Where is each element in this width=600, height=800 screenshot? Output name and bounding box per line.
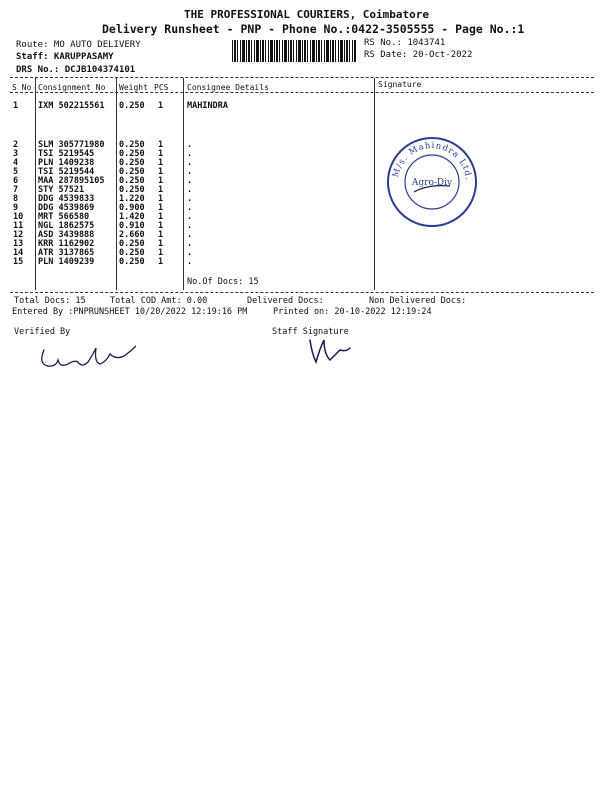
row-consignment: PLN 1409238 [38, 158, 95, 168]
row-consignment: MRT 566580 [38, 212, 90, 222]
row-weight: 0.910 [119, 221, 145, 231]
row-weight: 0.250 [119, 167, 145, 177]
table-row [0, 158, 600, 167]
row-weight: 0.250 [119, 257, 145, 267]
table-row [0, 140, 600, 149]
col-header-pcs: PCS [154, 83, 169, 92]
col-header-consignee: Consignee Details [187, 83, 269, 92]
table-row [0, 221, 600, 230]
row-consignee: . [187, 212, 193, 222]
row-consignee: . [187, 248, 193, 258]
runsheet-title: Delivery Runsheet - PNP - Phone No.:0422-3505555 - Page No.:1 [102, 22, 525, 36]
row-sno: 1 [13, 101, 19, 111]
row-pcs: 1 [158, 140, 164, 150]
row-weight: 0.250 [119, 248, 145, 258]
table-row [0, 101, 600, 110]
row-consignment: SLM 305771980 [38, 140, 105, 150]
table-row [0, 248, 600, 257]
table-row [0, 149, 600, 158]
rs-date: RS Date: 20-Oct-2022 [364, 50, 473, 60]
row-weight: 0.250 [119, 140, 145, 150]
row-weight: 0.900 [119, 203, 145, 213]
row-consignee: . [187, 203, 193, 213]
row-consignee: . [187, 257, 193, 267]
staff-signature [300, 334, 354, 366]
row-consignee: . [187, 158, 193, 168]
row-consignee: . [187, 194, 193, 204]
staff-label: Staff: KARUPPASAMY [16, 52, 114, 62]
row-consignment: ATR 3137865 [38, 248, 95, 258]
table-row [0, 167, 600, 176]
row-consignee: . [187, 149, 193, 159]
row-pcs: 1 [158, 230, 164, 240]
table-row [0, 230, 600, 239]
row-consignee: . [187, 140, 193, 150]
row-pcs: 1 [158, 221, 164, 231]
row-consignment: PLN 1409239 [38, 257, 95, 267]
row-sno: 4 [13, 158, 19, 168]
row-sno: 2 [13, 140, 19, 150]
rs-number: RS No.: 1043741 [364, 38, 446, 48]
row-consignment: KRR 1162902 [38, 239, 95, 249]
col-header-signature: Signature [378, 80, 422, 89]
no-of-docs: No.Of Docs: 15 [187, 277, 259, 287]
table-top-rule [10, 77, 594, 78]
table-bottom-rule [10, 292, 594, 293]
row-sno: 10 [13, 212, 24, 222]
row-sno: 5 [13, 167, 19, 177]
table-row [0, 176, 600, 185]
row-sno: 12 [13, 230, 24, 240]
route-label: Route: MO AUTO DELIVERY [16, 40, 141, 50]
col-header-sno: S No [12, 83, 32, 92]
row-sno: 9 [13, 203, 19, 213]
row-sno: 3 [13, 149, 19, 159]
row-consignment: STY 57521 [38, 185, 85, 195]
row-weight: 1.220 [119, 194, 145, 204]
row-weight: 0.250 [119, 149, 145, 159]
row-consignment: ASD 3439888 [38, 230, 95, 240]
entered-by: Entered By :PNPRUNSHEET 10/20/2022 12:19:16 PM [12, 307, 248, 317]
row-pcs: 1 [158, 257, 164, 267]
row-consignee: . [187, 176, 193, 186]
row-sno: 13 [13, 239, 24, 249]
row-pcs: 1 [158, 149, 164, 159]
row-weight: 1.420 [119, 212, 145, 222]
staff-signature-label: Staff Signature [272, 327, 349, 337]
drs-number: DRS No.: DCJB104374101 [16, 65, 136, 75]
row-weight: 0.250 [119, 158, 145, 168]
non-delivered-docs: Non Delivered Docs: [369, 296, 467, 306]
row-sno: 8 [13, 194, 19, 204]
row-consignee: . [187, 221, 193, 231]
row-weight: 2.660 [119, 230, 145, 240]
row-consignment: TSI 5219544 [38, 167, 95, 177]
row-consignment: MAA 287895105 [38, 176, 105, 186]
table-row [0, 257, 600, 266]
row-sno: 14 [13, 248, 24, 258]
stamp-ring-text: M/s. Mahindra Ltd. [391, 140, 474, 182]
row-sno: 7 [13, 185, 19, 195]
row-consignee: . [187, 239, 193, 249]
row-consignment: TSI 5219545 [38, 149, 95, 159]
row-weight: 0.250 [119, 239, 145, 249]
row-sno: 6 [13, 176, 19, 186]
table-row [0, 212, 600, 221]
row-consignment: NGL 1862575 [38, 221, 95, 231]
printed-on: Printed on: 20-10-2022 12:19:24 [273, 307, 432, 317]
verified-signature [36, 340, 136, 374]
verified-by-label: Verified By [14, 327, 71, 337]
table-row [0, 194, 600, 203]
row-consignee: . [187, 185, 193, 195]
row-consignment: DDG 4539869 [38, 203, 95, 213]
row-pcs: 1 [158, 203, 164, 213]
row-sno: 15 [13, 257, 24, 267]
row-pcs: 1 [158, 101, 164, 111]
col-header-weight: Weight [119, 83, 148, 92]
row-consignee: . [187, 167, 193, 177]
total-cod-amount: Total COD Amt: 0.00 [110, 296, 208, 306]
row-consignee: MAHINDRA [187, 101, 228, 111]
row-sno: 11 [13, 221, 24, 231]
col-header-consignment: Consignment No [38, 83, 106, 92]
row-consignment: IXM 502215561 [38, 101, 105, 111]
company-stamp [384, 134, 480, 230]
row-pcs: 1 [158, 185, 164, 195]
stamp-inner-text: Agro-Div [411, 178, 453, 188]
delivered-docs: Delivered Docs: [247, 296, 324, 306]
company-title: THE PROFESSIONAL COURIERS, Coimbatore [184, 8, 430, 21]
row-weight: 0.250 [119, 101, 145, 111]
row-weight: 0.250 [119, 176, 145, 186]
table-row [0, 203, 600, 212]
row-consignee: . [187, 230, 193, 240]
row-pcs: 1 [158, 194, 164, 204]
row-pcs: 1 [158, 176, 164, 186]
table-header-rule [10, 92, 594, 93]
barcode [232, 40, 356, 62]
row-pcs: 1 [158, 248, 164, 258]
table-row [0, 185, 600, 194]
table-row [0, 239, 600, 248]
total-docs: Total Docs: 15 [14, 296, 86, 306]
row-pcs: 1 [158, 167, 164, 177]
row-pcs: 1 [158, 158, 164, 168]
row-consignment: DDG 4539833 [38, 194, 95, 204]
row-pcs: 1 [158, 239, 164, 249]
row-pcs: 1 [158, 212, 164, 222]
row-weight: 0.250 [119, 185, 145, 195]
